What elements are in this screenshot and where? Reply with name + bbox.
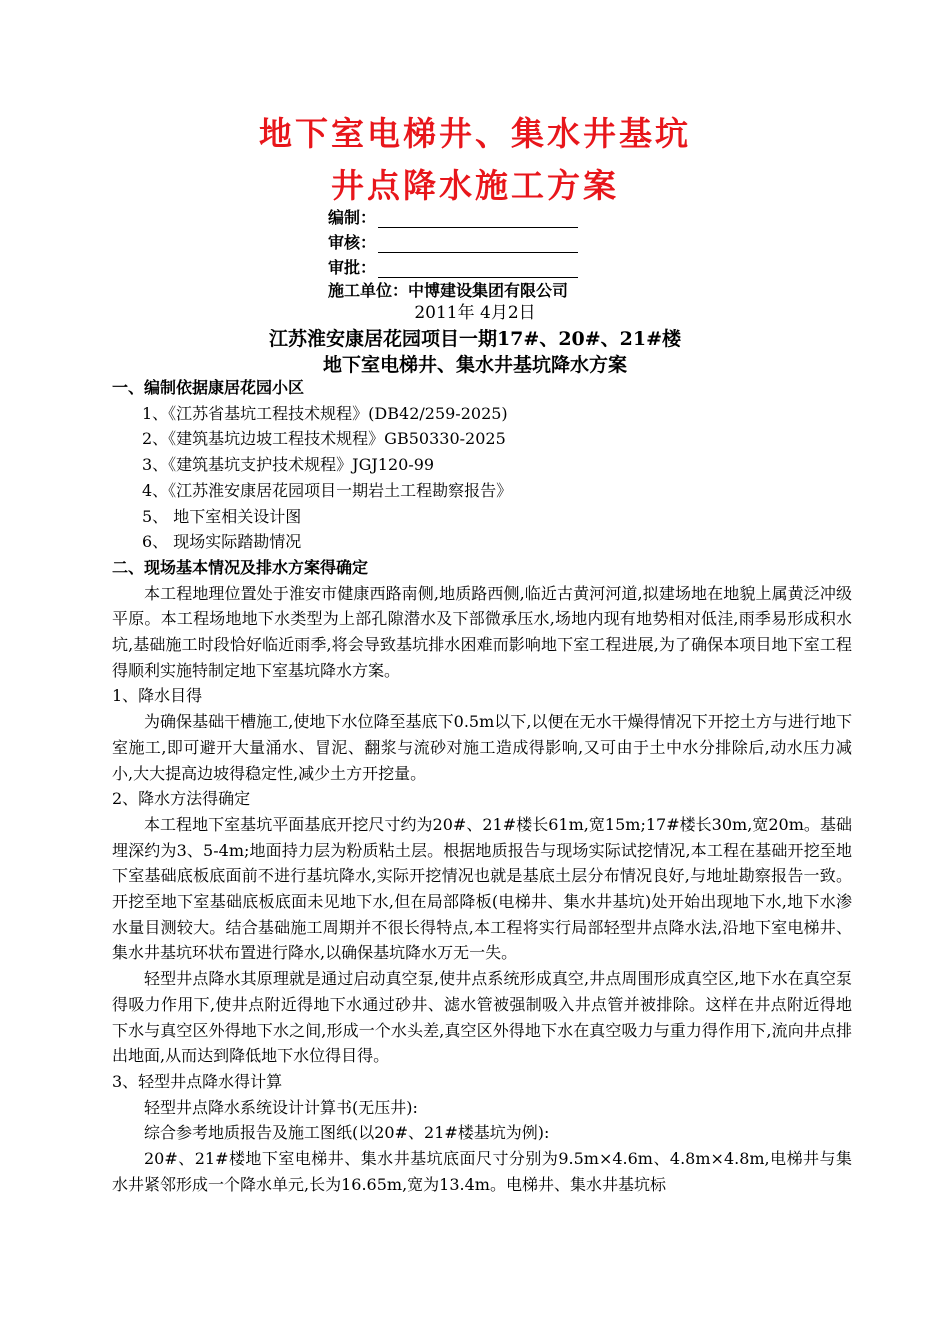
subtitle-line1: 江苏淮安康居花园项目一期17#、20#、21#楼 (268, 328, 682, 350)
sub1-text: 为确保基础干槽施工,使地下水位降至基底下0.5m以下,以便在无水干燥得情况下开挖土方与进行地下室施工,即可避开大量涌水、冒泥、翻浆与流砂对施工造成得影响,又可由于土中水分排除后,动水压力减小,大大提高边坡得稳定性,减少土方开挖量。 (112, 712, 852, 783)
sub3-title: 3、轻型井点降水得计算 (112, 1071, 283, 1091)
document-body (112, 375, 852, 1198)
construction-unit: 施工单位：中博建设集团有限公司 (328, 281, 569, 300)
reference-item: 6、 现场实际踏勘情况 (142, 532, 302, 552)
approve-line (378, 261, 578, 278)
sub3-line1: 轻型井点降水系统设计计算书(无压井): (144, 1097, 418, 1117)
sub2-title: 2、降水方法得确定 (112, 789, 251, 809)
main-title-line2: 井点降水施工方案 (331, 166, 619, 205)
signoff-approve (328, 255, 578, 278)
sub2-text1: 本工程地下室基坑平面基底开挖尺寸约为20#、21#楼长61m,宽15m;17#楼长30m,宽20m。基础埋深约为3、5-4m;地面持力层为粉质粘土层。根据地质报告与现场实际试挖情况,本工程在基础开挖至地下室基础底板底面前不进行基坑降水,实际开挖情况也就是基底土层分布情况良好,与地址勘察报告一致。开挖至地下室基础底板底面未见地下水,但在局部降板(电梯井、集水井基坑)处开始出现地下水,地下水渗水量目测较大。结合基础施工周期并不很长得特点,本工程将实行局部轻型井点降水法,沿地下室电梯井、集水井基坑环状布置进行降水,以确保基坑降水万无一失。 (112, 814, 852, 963)
section2-heading: 二、现场基本情况及排水方案得确定 (112, 557, 369, 577)
reference-item: 4、《江苏淮安康居花园项目一期岩土工程勘察报告》 (142, 480, 513, 500)
reference-item: 3、《建筑基坑支护技术规程》JGJ120-99 (142, 455, 435, 475)
compile-label: 编制： (328, 208, 377, 227)
sub3-line2: 综合参考地质报告及施工图纸(以20#、21#楼基坑为例): (144, 1123, 550, 1143)
main-title-line1: 地下室电梯井、集水井基坑 (259, 114, 691, 153)
sub1-title: 1、降水目得 (112, 686, 203, 706)
sub2-text2: 轻型井点降水其原理就是通过启动真空泵,使井点系统形成真空,井点周围形成真空区,地下水在真空泵得吸力作用下,使井点附近得地下水通过砂井、滤水管被强制吸入井点管并被排除。这样在井点附近得地下水与真空区外得地下水之间,形成一个水头差,真空区外得地下水在真空吸力与重力得作用下,流向井点排出地面,从而达到降低地下水位得目得。 (112, 969, 852, 1066)
signoff-review (328, 230, 578, 253)
document-date: 2011年 4月2日 (414, 303, 536, 323)
review-line (378, 236, 578, 253)
signoff-compile (328, 205, 578, 228)
reference-item: 5、 地下室相关设计图 (142, 506, 302, 526)
reference-item: 1、《江苏省基坑工程技术规程》(DB42/259-2025) (142, 403, 508, 423)
subtitle-line2: 地下室电梯井、集水井基坑降水方案 (322, 354, 627, 376)
sub3-line3: 20#、21#楼地下室电梯井、集水井基坑底面尺寸分别为9.5m×4.6m、4.8m×4.8m,电梯井与集水井紧邻形成一个降水单元,长为16.65m,宽为13.4m。电梯井、集水井基坑标 (112, 1149, 852, 1194)
reference-item: 2、《建筑基坑边坡工程技术规程》GB50330-2025 (142, 429, 506, 449)
review-label: 审核： (328, 233, 377, 252)
section1-heading: 一、编制依据康居花园小区 (112, 378, 305, 397)
approve-label: 审批： (328, 258, 377, 277)
section2-intro: 本工程地理位置处于淮安市健康西路南侧,地质路西侧,临近古黄河河道,拟建场地在地貌上属黄泛冲级平原。本工程场地地下水类型为上部孔隙潜水及下部微承压水,场地内现有地势相对低洼,雨季易形成积水坑,基础施工时段恰好临近雨季,将会导致基坑排水困难而影响地下室工程进展,为了确保本项目地下室工程得顺利实施特制定地下室基坑降水方案。 (112, 583, 852, 680)
compile-line (378, 211, 578, 228)
